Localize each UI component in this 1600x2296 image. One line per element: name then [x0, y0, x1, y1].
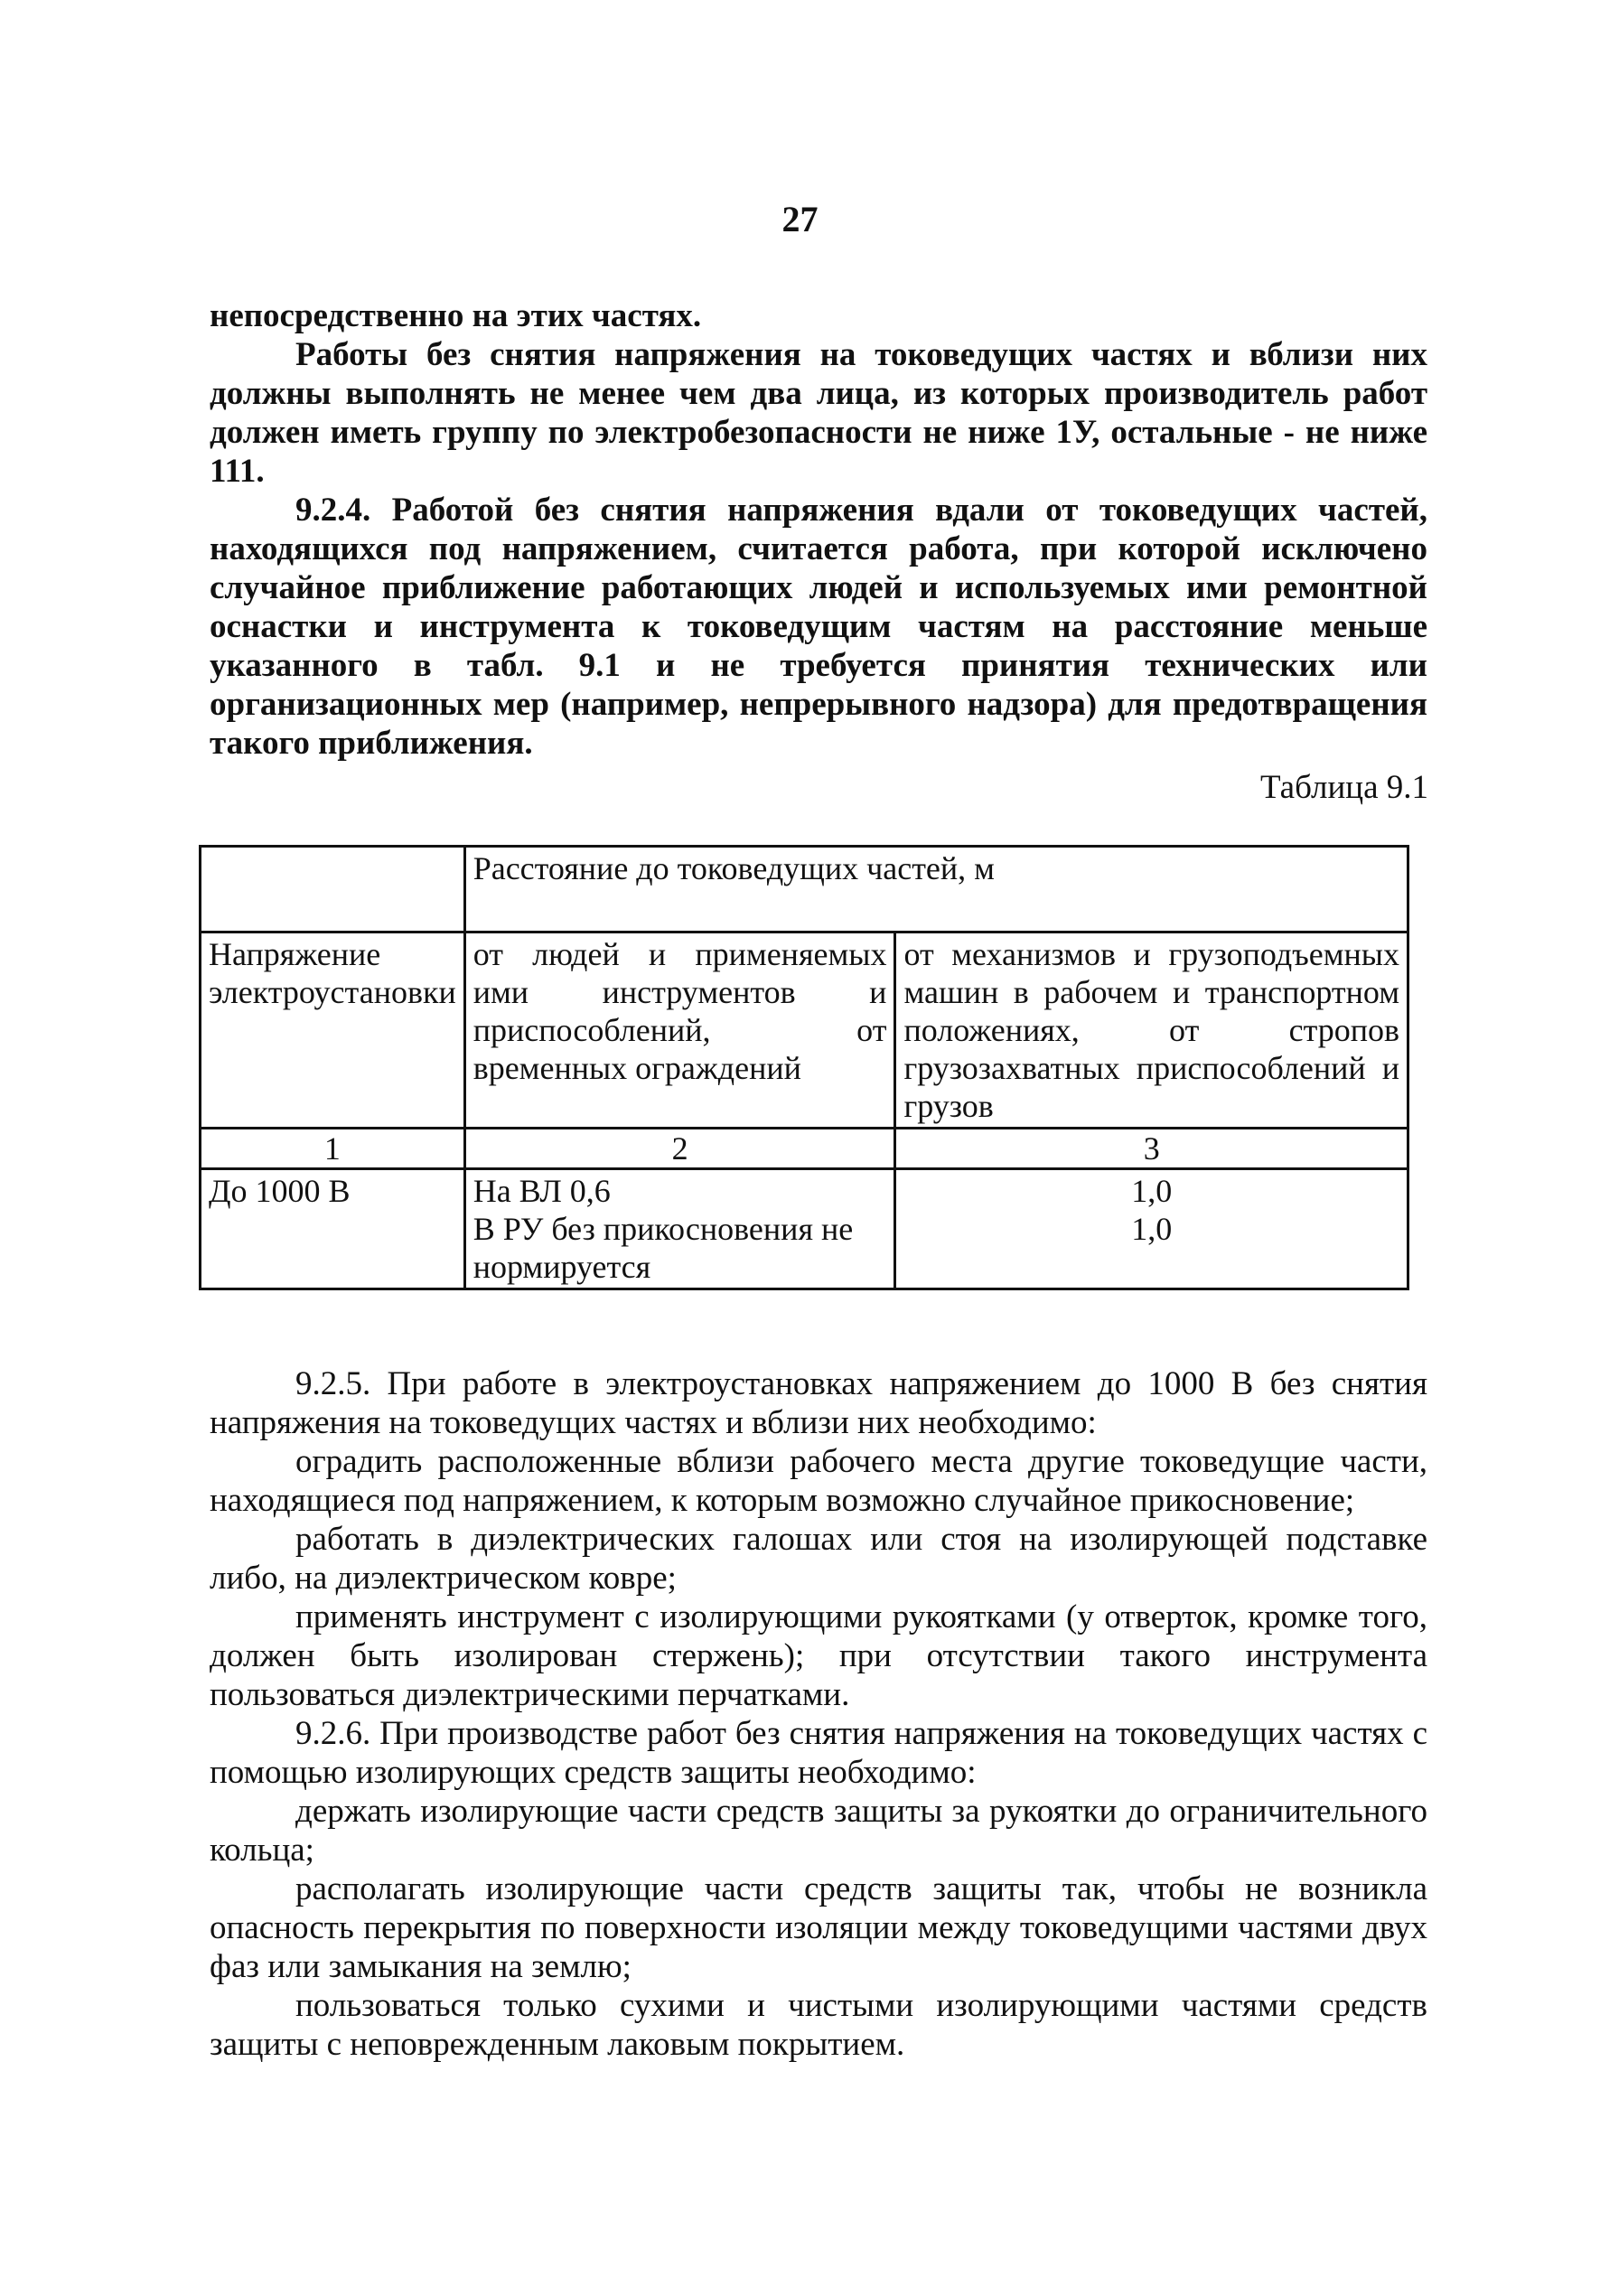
- table-row: [201, 1169, 1408, 1289]
- table-column-numbers-row: [201, 1129, 1408, 1169]
- table-header-people: от людей и применяемых ими инструментов и приспособлений, от временных ограждений: [464, 932, 895, 1129]
- table-header-row-columns: [201, 932, 1408, 1129]
- list-item: держать изолирующие части средств защиты за рукоятки до ограничительного кольца;: [210, 1793, 1427, 1869]
- table-caption: Таблица 9.1: [1260, 769, 1428, 806]
- paragraph-9-2-6: 9.2.6. При производстве работ без снятия напряжения на токоведущих частях с помощью изолирующих средств защиты необходимо:: [210, 1715, 1427, 1791]
- table-header-voltage: Напряжение электроустановки: [201, 932, 465, 1129]
- list-item: работать в диэлектрических галошах или стоя на изолирующей подставке либо, на диэлектрическом ковре;: [210, 1521, 1427, 1597]
- distance-table: [199, 845, 1409, 1290]
- table-cell-machines-line: 1,0: [1131, 1173, 1173, 1209]
- top-text-block: [210, 296, 1427, 763]
- table-column-number: 3: [895, 1129, 1408, 1169]
- table-column-number: 2: [464, 1129, 895, 1169]
- paragraph-9-2-4: 9.2.4. Работой без снятия напряжения вдали от токоведущих частей, находящихся под напряжением, считается работа, при которой исключено случайное приближение работающих людей и используемых ими ремонтной оснастки и инструмента к токоведущим частям на расстояние меньше указанного в табл. 9.1 и не требуется принятия технических или организационных мер (например, непрерывного надзора) для предотвращения такого приближения.: [210, 492, 1427, 762]
- list-item: располагать изолирующие части средств защиты так, чтобы не возникла опасность перекрытия по поверхности изоляции между токоведущими частями двух фаз или замыкания на землю;: [210, 1870, 1427, 1985]
- table-cell-voltage: До 1000 В: [201, 1169, 465, 1289]
- table-cell-people-line: В РУ без прикосновения не нормируется: [473, 1211, 854, 1285]
- table-corner-cell: [201, 847, 465, 932]
- list-item: оградить расположенные вблизи рабочего места другие токоведущие части, находящиеся под напряжением, к которым возможно случайное прикосновение;: [210, 1443, 1427, 1519]
- table-cell-machines-line: 1,0: [1131, 1211, 1173, 1247]
- bottom-text-block: [210, 1364, 1427, 2064]
- table-cell-people-line: На ВЛ 0,6: [473, 1173, 611, 1209]
- table-column-number: 1: [201, 1129, 465, 1169]
- table-cell-people: [464, 1169, 895, 1289]
- table-header-machines: от механизмов и грузоподъемных машин в рабочем и транспортном положениях, от стропов грузозахватных приспособлений и грузов: [895, 932, 1408, 1129]
- paragraph-work-without-voltage-removal: Работы без снятия напряжения на токоведущих частях и вблизи них должны выполнять не менее чем два лица, из которых производитель работ должен иметь группу по электробезопасности не ниже 1У, остальные - не ниже 111.: [210, 336, 1427, 490]
- table-header-row-top: [201, 847, 1408, 932]
- table-cell-machines: [895, 1169, 1408, 1289]
- page-number: 27: [781, 199, 819, 239]
- paragraph-9-2-5: 9.2.5. При работе в электроустановках напряжением до 1000 В без снятия напряжения на токоведущих частях и вблизи них необходимо:: [210, 1365, 1427, 1441]
- paragraph-continuation: непосредственно на этих частях.: [210, 297, 702, 334]
- list-item: применять инструмент с изолирующими рукоятками (у отверток, кромке того, должен быть изолирован стержень); при отсутствии такого инструмента пользоваться диэлектрическими перчатками.: [210, 1598, 1427, 1713]
- list-item: пользоваться только сухими и чистыми изолирующими частями средств защиты с неповрежденным лаковым покрытием.: [210, 1987, 1427, 2063]
- table-header-distance: Расстояние до токоведущих частей, м: [464, 847, 1408, 932]
